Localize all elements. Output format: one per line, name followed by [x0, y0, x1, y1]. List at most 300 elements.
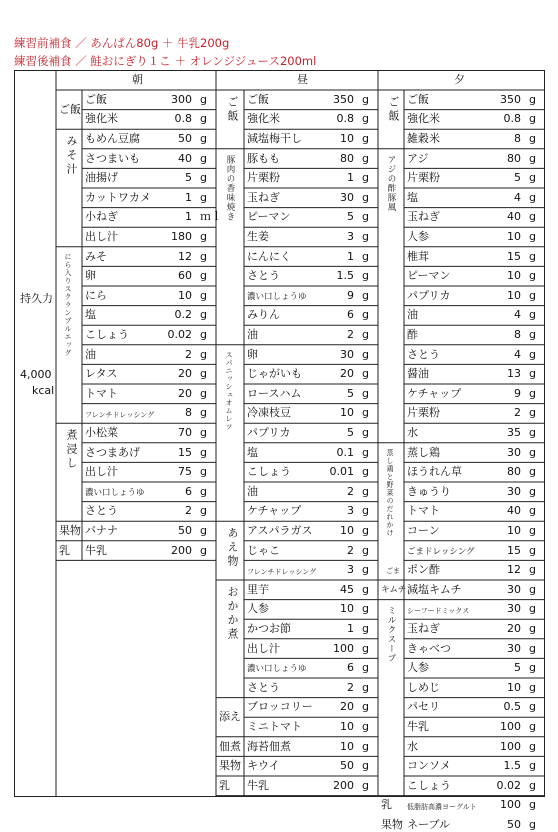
- item-name: トマト: [85, 386, 118, 400]
- item-unit: g: [362, 778, 369, 792]
- item-amount: 10: [178, 288, 192, 302]
- item-name: ロースハム: [247, 386, 302, 400]
- item-amount: 1: [185, 190, 192, 204]
- item-name: 片栗粉: [407, 171, 440, 185]
- group-label: ご飯: [387, 96, 400, 124]
- item-amount: 0.8: [336, 112, 354, 126]
- item-name: 小ねぎ: [85, 210, 118, 224]
- item-amount: 8: [185, 406, 192, 420]
- item-name: もめん豆腐: [85, 132, 140, 145]
- item-name: コーン: [407, 524, 440, 537]
- item-name: フレンチドレッシング: [85, 411, 155, 420]
- group-label: ミルクスープ: [386, 605, 396, 663]
- item-name: パプリカ: [407, 288, 451, 302]
- item-name: ポン酢: [407, 563, 440, 577]
- item-amount: 2: [347, 680, 354, 694]
- item-name: 水: [407, 739, 418, 753]
- item-unit: g: [362, 269, 369, 283]
- item-name: にら: [85, 288, 107, 302]
- item-name: 塩: [247, 445, 258, 459]
- item-name: 油: [407, 308, 418, 322]
- post-practice-snack-note: 練習後補食 ／ 鮭おにぎり１こ ＋ オレンジジュース200ml: [14, 54, 317, 68]
- item-name: アジ: [407, 151, 429, 165]
- item-name: 強化米: [85, 112, 118, 126]
- item-unit: g: [362, 582, 369, 596]
- item-amount: 350: [500, 92, 521, 106]
- item-amount: 12: [507, 563, 521, 577]
- item-amount: 10: [507, 288, 521, 302]
- item-unit: g: [362, 524, 369, 537]
- item-name: ほうれん草: [407, 465, 462, 479]
- item-amount: 0.02: [167, 328, 192, 341]
- item-amount: 100: [500, 798, 521, 812]
- item-amount: 100: [500, 720, 521, 733]
- item-name: 油: [247, 328, 258, 341]
- group-label: 乳: [219, 778, 230, 792]
- item-amount: 70: [178, 426, 192, 439]
- item-name: 卵: [247, 347, 258, 361]
- item-unit: g: [362, 132, 369, 145]
- item-unit: g: [200, 249, 207, 263]
- item-name: 塩: [85, 308, 96, 322]
- item-unit: g: [529, 661, 536, 675]
- item-name: ご飯: [407, 92, 429, 106]
- item-unit: g: [529, 465, 536, 479]
- group-label: あえ物: [226, 527, 239, 570]
- item-amount: 10: [340, 720, 354, 733]
- item-name: 雑穀米: [407, 132, 440, 145]
- item-unit: g: [362, 720, 369, 733]
- item-unit: g: [529, 249, 536, 263]
- item-unit: g: [200, 445, 207, 459]
- item-amount: 6: [347, 308, 354, 322]
- item-name: しめじ: [407, 680, 440, 694]
- item-name: 片栗粉: [247, 171, 280, 185]
- item-name: こしょう: [247, 465, 291, 479]
- item-amount: 1.5: [503, 759, 521, 773]
- item-amount: 0.02: [496, 778, 521, 792]
- item-amount: 30: [507, 602, 521, 616]
- energy-value: 4,000: [20, 368, 52, 381]
- header-morning: 朝: [132, 73, 143, 86]
- pre-practice-snack-note: 練習前補食 ／ あんぱん80g ＋ 牛乳200g: [14, 36, 230, 50]
- item-amount: 2: [347, 484, 354, 498]
- item-amount: 1: [185, 210, 192, 224]
- item-amount: 100: [333, 641, 354, 655]
- item-name: 水: [407, 426, 418, 439]
- item-amount: 50: [340, 759, 354, 773]
- item-unit: g: [200, 406, 207, 420]
- group-label: 蒸し鶏と野菜のだれかけ: [386, 448, 394, 537]
- item-amount: 6: [185, 484, 192, 498]
- item-name: 出し汁: [85, 230, 118, 243]
- group-label: にら入りスクランブルエッグ: [64, 252, 72, 357]
- item-amount: 300: [171, 92, 192, 106]
- item-amount: 40: [178, 151, 192, 165]
- item-name: 人参: [407, 230, 429, 243]
- item-amount: 45: [340, 582, 354, 596]
- item-name: さとう: [85, 504, 118, 518]
- item-unit: ｍｌ: [200, 210, 222, 224]
- item-amount: 0.1: [336, 445, 354, 459]
- item-name: さつまいも: [85, 151, 140, 165]
- item-name: 玉ねぎ: [407, 622, 440, 635]
- item-name: かつお節: [247, 622, 291, 635]
- item-amount: 200: [171, 543, 192, 557]
- item-name: バナナ: [85, 524, 118, 537]
- item-amount: 9: [514, 386, 521, 400]
- item-unit: g: [362, 739, 369, 753]
- item-unit: g: [200, 92, 207, 106]
- item-unit: g: [362, 700, 369, 714]
- item-name: 強化米: [247, 112, 280, 126]
- item-unit: g: [200, 171, 207, 185]
- item-name: 濃い口しょうゆ: [247, 664, 307, 675]
- item-amount: 6: [347, 661, 354, 675]
- item-amount: 3: [347, 504, 354, 518]
- item-amount: 1.5: [336, 269, 354, 283]
- item-amount: 4: [514, 190, 521, 204]
- group-label: 乳: [59, 543, 70, 557]
- item-amount: 10: [507, 524, 521, 537]
- item-amount: 5: [347, 426, 354, 439]
- item-name: ピーマン: [247, 210, 291, 224]
- item-name: さとう: [247, 680, 280, 694]
- item-unit: g: [362, 602, 369, 616]
- item-unit: g: [362, 445, 369, 459]
- item-name: アスパラガス: [247, 524, 313, 537]
- item-name: フレンチドレッシング: [247, 568, 317, 577]
- item-amount: 3: [347, 563, 354, 577]
- item-unit: g: [200, 132, 207, 145]
- group-label: キムチ: [381, 584, 407, 595]
- item-name: 濃い口しょうゆ: [247, 291, 307, 302]
- item-name: きゅうり: [407, 484, 451, 498]
- item-amount: 30: [340, 190, 354, 204]
- item-amount: 5: [514, 661, 521, 675]
- item-unit: g: [362, 367, 369, 381]
- item-amount: 4: [514, 347, 521, 361]
- item-unit: g: [529, 543, 536, 557]
- item-amount: 10: [340, 739, 354, 753]
- item-amount: 2: [347, 543, 354, 557]
- item-name: 玉ねぎ: [407, 210, 440, 224]
- item-name: じゃこ: [247, 543, 280, 557]
- item-name: 濃い口しょうゆ: [85, 487, 145, 498]
- item-unit: g: [200, 386, 207, 400]
- item-name: 強化米: [407, 112, 440, 126]
- item-amount: 0.2: [174, 308, 192, 322]
- item-amount: 20: [178, 386, 192, 400]
- item-unit: g: [529, 288, 536, 302]
- item-amount: 350: [333, 92, 354, 106]
- item-unit: g: [529, 641, 536, 655]
- item-amount: 75: [178, 465, 192, 479]
- item-name: 里芋: [247, 582, 269, 596]
- item-unit: g: [200, 347, 207, 361]
- item-unit: g: [362, 543, 369, 557]
- meal-plan-table: [14, 70, 545, 831]
- item-amount: 9: [347, 288, 354, 302]
- item-name: 人参: [407, 661, 429, 675]
- group-label: 乳: [381, 798, 392, 812]
- item-unit: g: [529, 367, 536, 381]
- item-unit: g: [362, 308, 369, 322]
- item-amount: 2: [185, 347, 192, 361]
- item-amount: 1: [347, 249, 354, 263]
- item-name: パセリ: [407, 700, 440, 714]
- item-unit: g: [529, 210, 536, 224]
- item-unit: g: [362, 759, 369, 773]
- item-unit: g: [200, 230, 207, 243]
- item-name: 油: [247, 484, 258, 498]
- item-amount: 20: [507, 622, 521, 635]
- item-amount: 80: [507, 465, 521, 479]
- item-amount: 30: [340, 347, 354, 361]
- item-unit: g: [362, 563, 369, 577]
- item-amount: 20: [178, 367, 192, 381]
- item-name: ミニトマト: [247, 720, 302, 733]
- item-unit: g: [529, 190, 536, 204]
- item-amount: 30: [507, 445, 521, 459]
- item-unit: g: [529, 484, 536, 498]
- item-unit: g: [362, 92, 369, 106]
- item-unit: g: [200, 190, 207, 204]
- item-unit: g: [200, 367, 207, 381]
- item-amount: 50: [178, 132, 192, 145]
- item-name: 減塩キムチ: [407, 582, 462, 596]
- item-unit: g: [529, 308, 536, 322]
- group-label: ご飯: [59, 102, 81, 116]
- item-amount: 30: [507, 484, 521, 498]
- item-unit: g: [362, 622, 369, 635]
- item-amount: 50: [178, 524, 192, 537]
- item-name: 出し汁: [85, 465, 118, 479]
- item-unit: g: [529, 563, 536, 577]
- item-unit: g: [529, 622, 536, 635]
- item-amount: 8: [514, 328, 521, 341]
- item-name: ごまドレッシング: [407, 546, 475, 557]
- item-unit: g: [362, 386, 369, 400]
- item-name: 低脂肪高濃ヨーグルト: [407, 803, 477, 812]
- item-amount: 40: [507, 504, 521, 518]
- item-unit: g: [529, 328, 536, 341]
- item-amount: 4: [514, 308, 521, 322]
- group-label: 果物: [219, 759, 241, 773]
- item-amount: 20: [340, 367, 354, 381]
- item-unit: g: [200, 465, 207, 479]
- item-unit: g: [200, 426, 207, 439]
- item-unit: g: [529, 171, 536, 185]
- item-name: 酢: [407, 328, 418, 341]
- item-unit: g: [362, 347, 369, 361]
- item-name: ネーブル: [407, 818, 451, 831]
- item-name: ご飯: [247, 92, 269, 106]
- item-amount: 1: [347, 622, 354, 635]
- item-amount: 5: [514, 171, 521, 185]
- item-amount: 60: [178, 269, 192, 283]
- item-amount: 30: [507, 641, 521, 655]
- group-label: 果物: [381, 818, 403, 831]
- item-name: ご飯: [85, 92, 107, 106]
- item-name: 醤油: [407, 367, 429, 381]
- item-name: シーフードミックス: [407, 607, 470, 616]
- item-unit: g: [362, 288, 369, 302]
- item-name: 冷凍枝豆: [247, 406, 291, 420]
- item-unit: g: [529, 720, 536, 733]
- group-label: 煮浸し: [65, 429, 78, 472]
- item-name: 減塩梅干し: [247, 132, 302, 145]
- group-label: ご飯: [226, 96, 239, 124]
- item-name: 蒸し鶏: [407, 445, 440, 459]
- item-unit: g: [362, 406, 369, 420]
- item-name: コンソメ: [407, 759, 451, 773]
- item-name: にんにく: [247, 249, 291, 263]
- item-amount: 13: [507, 367, 521, 381]
- item-unit: g: [529, 524, 536, 537]
- group-label: 果物: [59, 524, 81, 537]
- item-amount: 0.8: [503, 112, 521, 126]
- item-unit: g: [200, 484, 207, 498]
- item-unit: g: [362, 249, 369, 263]
- item-name: ブロッコリー: [247, 700, 313, 714]
- item-unit: g: [362, 230, 369, 243]
- item-unit: g: [362, 641, 369, 655]
- item-unit: g: [529, 602, 536, 616]
- item-name: 牛乳: [247, 778, 269, 792]
- item-amount: 35: [507, 426, 521, 439]
- item-name: ピーマン: [407, 269, 451, 283]
- item-amount: 1: [347, 171, 354, 185]
- item-amount: 5: [185, 171, 192, 185]
- item-amount: 2: [347, 328, 354, 341]
- item-unit: g: [529, 406, 536, 420]
- item-unit: g: [529, 798, 536, 812]
- item-amount: 10: [340, 406, 354, 420]
- item-name: さとう: [247, 269, 280, 283]
- item-amount: 10: [340, 602, 354, 616]
- item-name: パプリカ: [247, 426, 291, 439]
- item-name: 海苔佃煮: [247, 739, 291, 753]
- item-name: 豚もも: [247, 151, 280, 165]
- item-name: カットワカメ: [85, 190, 151, 204]
- item-unit: g: [529, 680, 536, 694]
- course-label: 持久力: [20, 292, 53, 305]
- item-amount: 0.8: [174, 112, 192, 126]
- group-label: 佃煮: [219, 739, 241, 753]
- item-amount: 10: [507, 269, 521, 283]
- item-amount: 2: [514, 406, 521, 420]
- item-name: こしょう: [85, 328, 129, 341]
- group-label: みそ汁: [65, 135, 78, 178]
- item-unit: g: [529, 739, 536, 753]
- item-amount: 3: [347, 230, 354, 243]
- item-unit: g: [529, 504, 536, 518]
- item-unit: g: [529, 778, 536, 792]
- item-amount: 80: [340, 151, 354, 165]
- item-amount: 2: [185, 504, 192, 518]
- item-unit: g: [529, 347, 536, 361]
- group-note: ごま: [386, 567, 400, 575]
- energy-unit: kcal: [32, 384, 55, 397]
- item-name: 出し汁: [247, 641, 280, 655]
- item-name: 牛乳: [407, 720, 429, 733]
- item-amount: 5: [347, 210, 354, 224]
- item-unit: g: [529, 112, 536, 126]
- item-amount: 10: [507, 230, 521, 243]
- item-name: 片栗粉: [407, 406, 440, 420]
- item-name: 椎茸: [407, 249, 429, 263]
- item-name: キウイ: [247, 759, 280, 773]
- item-amount: 80: [507, 151, 521, 165]
- item-unit: g: [362, 484, 369, 498]
- item-amount: 10: [340, 132, 354, 145]
- item-unit: g: [200, 112, 207, 126]
- group-label: アジの酢豚風: [386, 154, 396, 212]
- item-unit: g: [529, 818, 536, 831]
- item-name: みりん: [247, 308, 280, 322]
- item-name: 塩: [407, 190, 418, 204]
- group-label: 添え: [219, 710, 241, 724]
- item-amount: 20: [340, 700, 354, 714]
- item-amount: 15: [507, 543, 521, 557]
- item-unit: g: [362, 504, 369, 518]
- item-name: 生姜: [247, 230, 269, 243]
- item-unit: g: [529, 426, 536, 439]
- item-unit: g: [200, 328, 207, 341]
- item-name: じゃがいも: [247, 367, 302, 381]
- item-unit: g: [200, 269, 207, 283]
- header-evening: 夕: [454, 73, 465, 86]
- item-name: さつまあげ: [85, 445, 140, 459]
- item-unit: g: [529, 132, 536, 145]
- item-amount: 15: [178, 445, 192, 459]
- item-name: みそ: [85, 249, 107, 263]
- item-amount: 180: [171, 230, 192, 243]
- item-name: 卵: [85, 269, 96, 283]
- item-name: ケチャップ: [407, 386, 462, 400]
- item-unit: g: [529, 759, 536, 773]
- item-unit: g: [362, 112, 369, 126]
- item-unit: g: [200, 543, 207, 557]
- item-unit: g: [200, 504, 207, 518]
- item-name: こしょう: [407, 778, 451, 792]
- item-name: ケチャップ: [247, 504, 302, 518]
- item-amount: 0.5: [503, 700, 521, 714]
- item-name: トマト: [407, 504, 440, 518]
- item-name: きゃべつ: [407, 641, 451, 655]
- item-unit: g: [200, 524, 207, 537]
- item-unit: g: [200, 308, 207, 322]
- item-unit: g: [362, 171, 369, 185]
- item-unit: g: [362, 328, 369, 341]
- item-unit: g: [529, 151, 536, 165]
- item-name: 小松菜: [85, 426, 118, 439]
- header-noon: 昼: [297, 73, 308, 86]
- item-unit: g: [529, 269, 536, 283]
- item-unit: g: [529, 582, 536, 596]
- item-name: 牛乳: [85, 543, 107, 557]
- item-unit: g: [362, 190, 369, 204]
- group-label: スパニッシュオムレツ: [225, 350, 233, 431]
- item-amount: 0.01: [329, 465, 354, 479]
- item-amount: 30: [507, 582, 521, 596]
- item-unit: g: [529, 92, 536, 106]
- group-label: 豚肉の香味焼き: [225, 154, 235, 222]
- item-unit: g: [362, 426, 369, 439]
- item-unit: g: [529, 386, 536, 400]
- item-name: 油: [85, 347, 96, 361]
